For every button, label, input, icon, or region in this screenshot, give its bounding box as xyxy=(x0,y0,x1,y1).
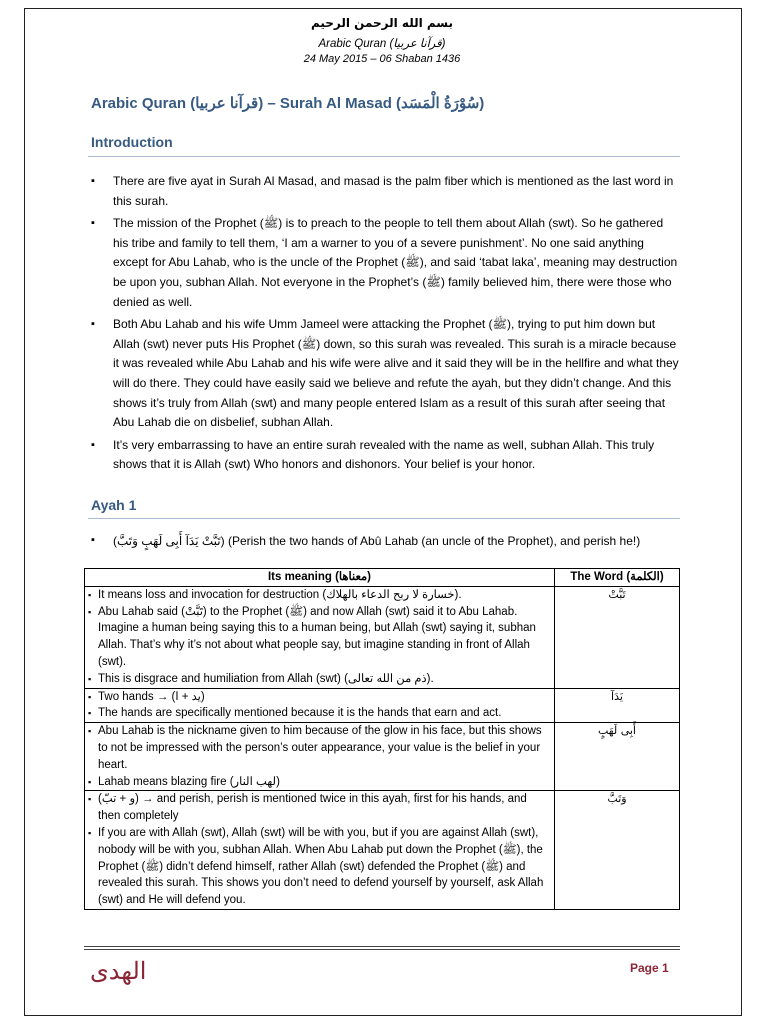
meaning-cell xyxy=(85,723,555,791)
brand-logo: الهدى xyxy=(90,957,147,985)
table-row xyxy=(85,723,680,791)
word-column-header: The Word (الكلمة) xyxy=(555,569,680,587)
meaning-column-header: Its meaning (معناها) xyxy=(85,569,555,587)
ayah1-heading: Ayah 1 xyxy=(91,497,137,513)
word-cell: تَبَّتْ xyxy=(555,586,680,688)
meaning-item: ▪ This is disgrace and humiliation from Allah (swt) (ذم من الله تعالى). xyxy=(88,671,551,688)
page-number: Page 1 xyxy=(630,961,669,975)
ayah1-rule xyxy=(88,518,680,519)
meaning-item: ▪ If you are with Allah (swt), Allah (swt) will be with you, but if you are against Allah (swt), nobody will be with you, subhan Allah. When Abu Lahab put down the Prophet (ﷺ), the Prophet (ﷺ) didn’t defend himself, rather Allah (swt) defended the Prophet (ﷺ) and revealed this surah. This shows you don’t need to defend yourself by yourself, ask Allah (swt) and He will defend you. xyxy=(88,825,551,909)
table-row xyxy=(85,688,680,723)
word-cell: أَبِى لَهَبٍ xyxy=(555,723,680,791)
meaning-list xyxy=(88,689,551,723)
word-cell: وَتَبَّ xyxy=(555,791,680,910)
introduction-bullet: ▪ The mission of the Prophet (ﷺ) is to preach to the people to tell them about Allah (swt). So he gathered his tribe and family to tell them, ‘I am a warner to you of a severe punishment’. No one said anything except for Abu Lahab, who is the uncle of the Prophet (ﷺ), and said ‘tabat laka’, meaning may destruction be upon you, subhan Allah. Not everyone in the Prophet’s (ﷺ) family believed him, there were those who denied as well. xyxy=(91,214,679,312)
introduction-bullet: ▪ Both Abu Lahab and his wife Umm Jameel were attacking the Prophet (ﷺ), trying to put him down but Allah (swt) never puts His Prophet (ﷺ) down, so this surah was revealed. This surah is a miracle because it was revealed while Abu Lahab and his wife were alive and it said they will be in the hellfire and what they will do there. They could have easily said we believe and refute the ayah, but they didn’t change. And this shows it’s truly from Allah (swt) and many people entered Islam as a result of this surah after seeing that Abu Lahab die on disbelief, subhan Allah. xyxy=(91,315,679,433)
header-title: Arabic Quran (قرآنا عربيا) xyxy=(318,38,446,50)
meaning-item: ▪ (و + تبّ) → and perish, perish is mentioned twice in this ayah, first for his hands, and then completely xyxy=(88,791,551,825)
meaning-cell xyxy=(85,791,555,910)
meaning-item: ▪ Abu Lahab said (تَبَّتْ) to the Prophet (ﷺ) and now Allah (swt) said it to Abu Lahab. Imagine a human being saying this to a human being, but Allah (swt) saying it, subhan Allah. That’s why it’s not about what people say, but imagine standing in front of Allah (swt). xyxy=(88,604,551,671)
footer-rule xyxy=(84,949,680,950)
table-header-row xyxy=(85,569,680,587)
table-row xyxy=(85,791,680,910)
introduction-bullet: ▪ There are five ayat in Surah Al Masad, and masad is the palm fiber which is mentioned as the last word in this surah. xyxy=(91,172,679,211)
meaning-item: ▪ Two hands → (يد + ا) xyxy=(88,689,551,706)
table-row xyxy=(85,586,680,688)
footer-rule xyxy=(84,946,680,947)
meaning-cell xyxy=(85,688,555,723)
header-basmala: بسم الله الرحمن الرحيم xyxy=(310,16,454,30)
word-cell: يَدَآ xyxy=(555,688,680,723)
meaning-item: ▪ It means loss and invocation for destruction (خسارة لا ربح الدعاء بالهلاك). xyxy=(88,587,551,604)
meaning-item: ▪ Abu Lahab is the nickname given to him because of the glow in his face, but this shows to not be impressed with the person’s outer appearance, your value is the belief in your heart. xyxy=(88,723,551,773)
document-title: Arabic Quran (قرآنا عربيا) – Surah Al Masad (سُوْرَةُ الْمَسَد) xyxy=(91,95,485,112)
word-meaning-table xyxy=(84,568,680,910)
meaning-item: ▪ Lahab means blazing fire (لهب النار) xyxy=(88,774,551,791)
header-date: 24 May 2015 – 06 Shaban 1436 xyxy=(303,53,461,65)
meaning-list xyxy=(88,791,551,909)
ayah1-verse: ▪ (تَبَّتْ يَدَآ أَبِى لَهَبٍ وَتَبَّ) (Perish the two hands of Abû Lahab (an uncle of the Prophet), and perish he!) xyxy=(91,534,679,548)
introduction-heading: Introduction xyxy=(91,134,173,150)
meaning-item: ▪ The hands are specifically mentioned because it is the hands that earn and act. xyxy=(88,705,551,722)
introduction-bullet: ▪ It’s very embarrassing to have an entire surah revealed with the name as well, subhan Allah. This truly shows that it is Allah (swt) Who honors and dishonors. Your belief is your honor. xyxy=(91,436,679,475)
meaning-cell xyxy=(85,586,555,688)
meaning-list xyxy=(88,723,551,790)
introduction-rule xyxy=(88,156,680,157)
introduction-list xyxy=(91,172,679,478)
meaning-list xyxy=(88,587,551,688)
